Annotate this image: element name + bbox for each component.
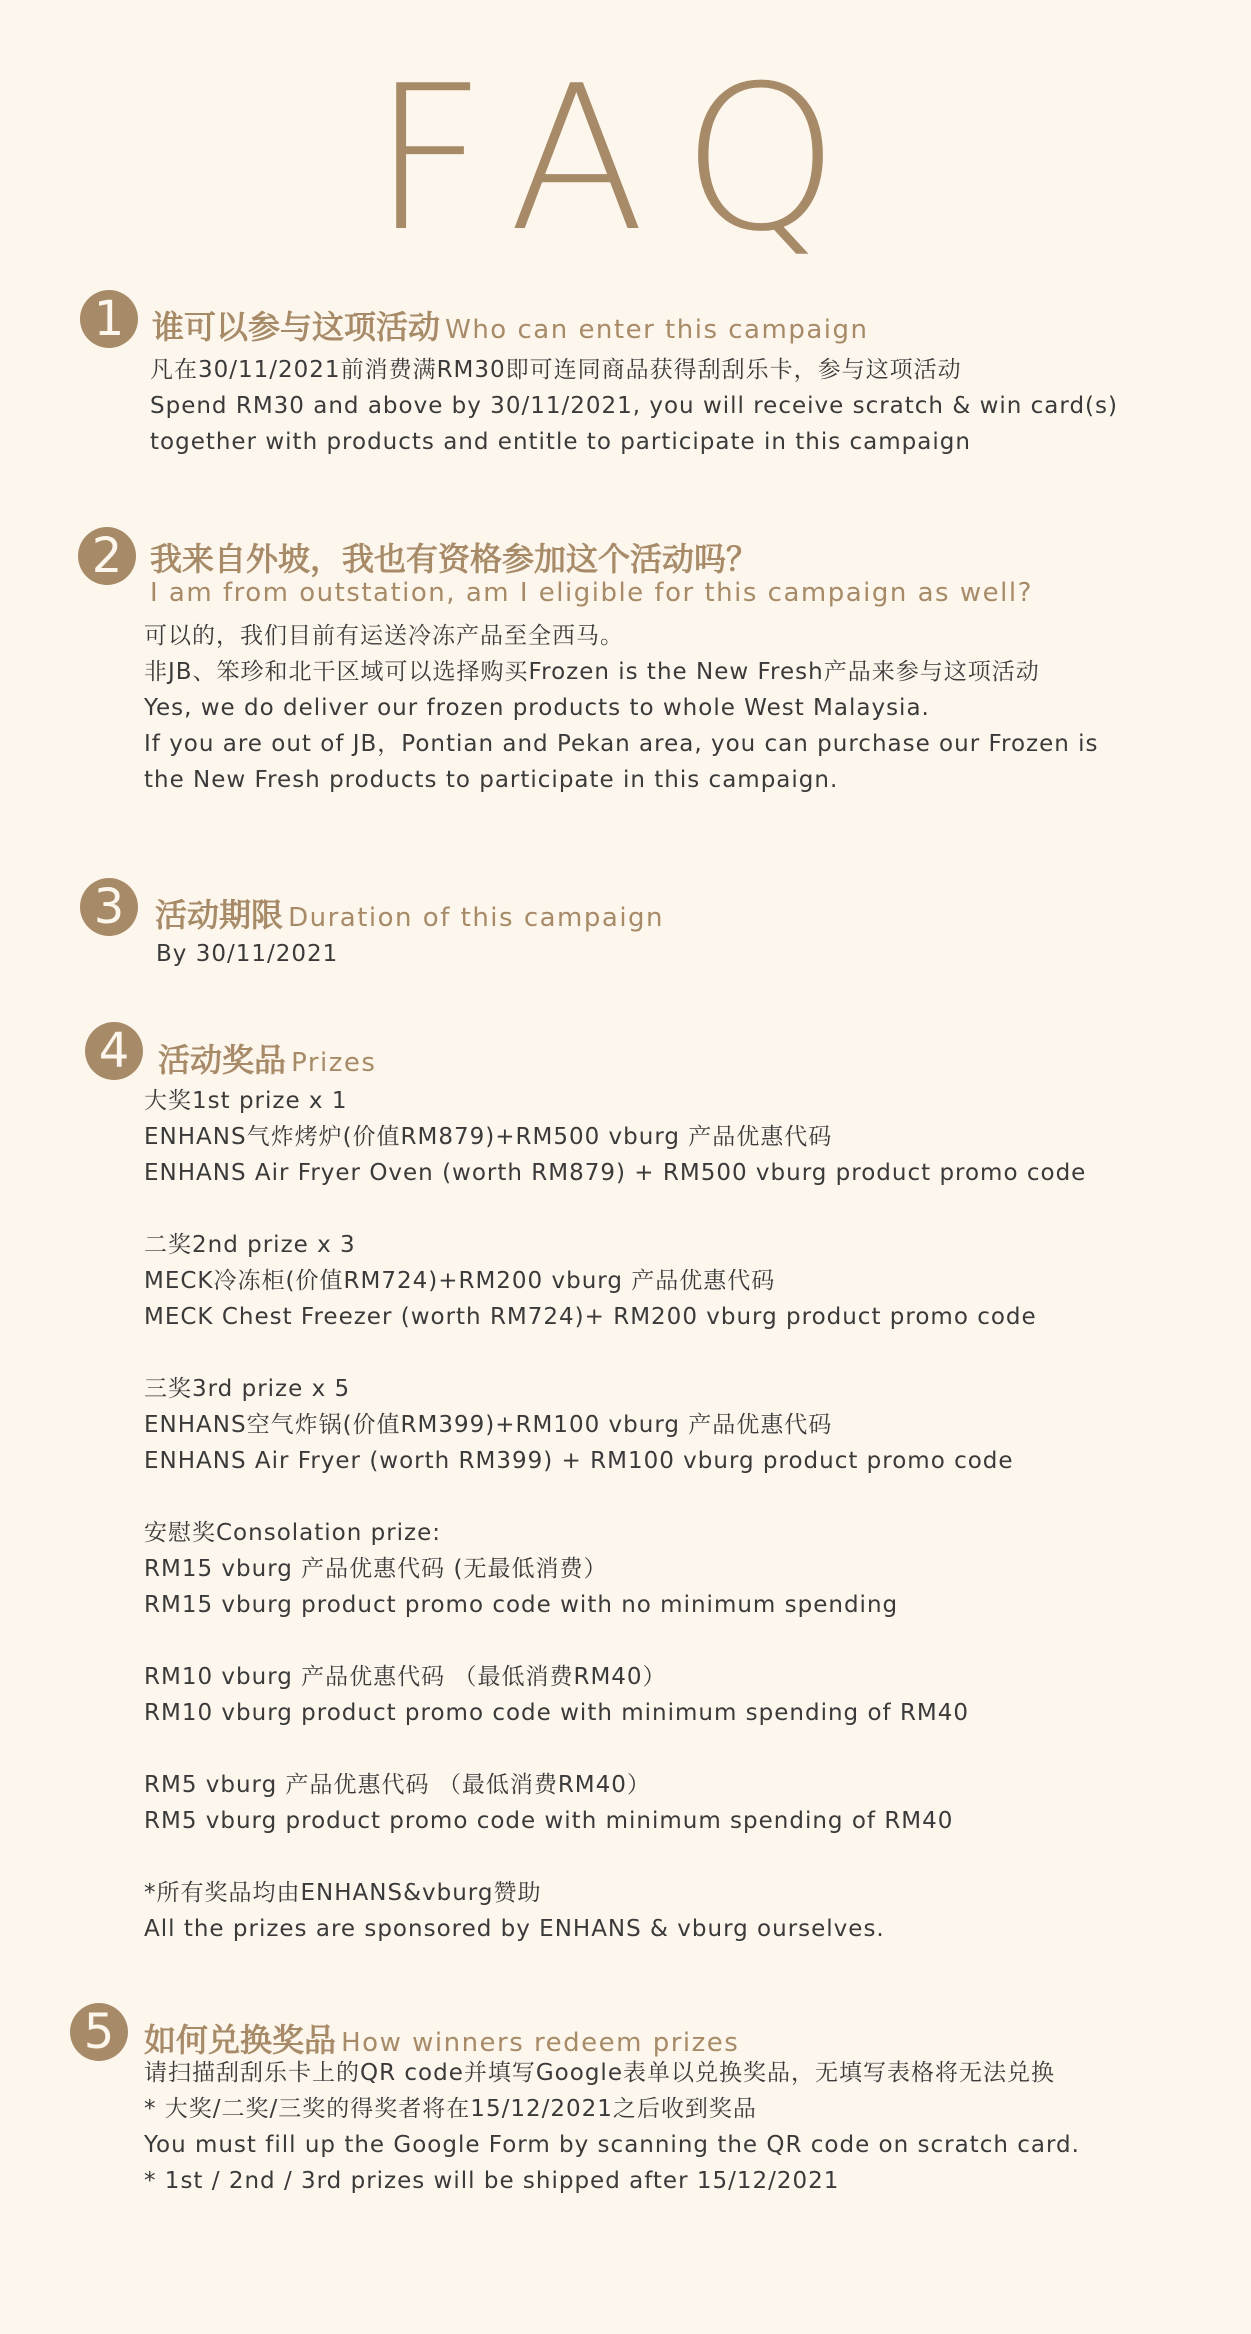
prize-line: ENHANS Air Fryer Oven (worth RM879) + RM500 vburg product promo code bbox=[144, 1160, 1087, 1186]
number-badge-4: 4 bbox=[85, 1022, 143, 1080]
prize-line: RM5 vburg product promo code with minimum spending of RM40 bbox=[144, 1808, 954, 1834]
answer-line: Spend RM30 and above by 30/11/2021, you will receive scratch & win card(s) bbox=[150, 393, 1118, 419]
prize-line: ENHANS气炸烤炉(价值RM879)+RM500 vburg 产品优惠代码 bbox=[144, 1124, 833, 1150]
question-zh: 我来自外坡，我也有资格参加这个活动吗？ bbox=[150, 540, 759, 578]
answer-line: * 大奖/二奖/三奖的得奖者将在15/12/2021之后收到奖品 bbox=[144, 2096, 757, 2122]
answer-line: Yes, we do deliver our frozen products to whole West Malaysia. bbox=[144, 695, 930, 721]
faq-question-3 bbox=[155, 890, 664, 936]
faq-question-2 bbox=[150, 534, 758, 580]
prize-line: 安慰奖Consolation prize: bbox=[144, 1520, 442, 1546]
answer-line: together with products and entitle to participate in this campaign bbox=[150, 429, 971, 455]
number-badge-2: 2 bbox=[78, 527, 136, 585]
prize-line: *所有奖品均由ENHANS&vburg赞助 bbox=[144, 1880, 542, 1906]
answer-line: If you are out of JB，Pontian and Pekan area, you can purchase our Frozen is bbox=[144, 731, 1099, 757]
prize-line: MECK Chest Freezer (worth RM724)+ RM200 vburg product promo code bbox=[144, 1304, 1037, 1330]
answer-line: 凡在30/11/2021前消费满RM30即可连同商品获得刮刮乐卡，参与这项活动 bbox=[150, 357, 962, 383]
prize-line: RM15 vburg product promo code with no minimum spending bbox=[144, 1592, 899, 1618]
faq-question-1 bbox=[152, 302, 868, 348]
faq-question-4 bbox=[158, 1035, 376, 1081]
question-en: I am from outstation, am I eligible for this campaign as well? bbox=[150, 578, 1033, 608]
prizes-list bbox=[144, 1083, 1086, 1947]
prize-line: 二奖2nd prize x 3 bbox=[144, 1232, 356, 1258]
faq-answer-3 bbox=[156, 936, 338, 972]
answer-line: 非JB、笨珍和北干区域可以选择购买Frozen is the New Fresh产品来参与这项活动 bbox=[144, 659, 1040, 685]
faq-answer-1 bbox=[150, 352, 1118, 460]
answer-line: * 1st / 2nd / 3rd prizes will be shipped after 15/12/2021 bbox=[144, 2168, 840, 2194]
question-zh: 活动期限 bbox=[155, 896, 284, 934]
number-badge-3: 3 bbox=[80, 878, 138, 936]
number-badge-1: 1 bbox=[80, 290, 138, 348]
faq-answer-2 bbox=[144, 618, 1099, 798]
answer-line: You must fill up the Google Form by scanning the QR code on scratch card. bbox=[144, 2132, 1080, 2158]
prize-line: ENHANS Air Fryer (worth RM399) + RM100 vburg product promo code bbox=[144, 1448, 1014, 1474]
question-en: Who can enter this campaign bbox=[445, 315, 869, 345]
prize-line: ENHANS空气炸锅(价值RM399)+RM100 vburg 产品优惠代码 bbox=[144, 1412, 833, 1438]
prize-line: RM5 vburg 产品优惠代码 （最低消费RM40） bbox=[144, 1772, 651, 1798]
faq-answer-5 bbox=[144, 2055, 1080, 2199]
prize-line: RM15 vburg 产品优惠代码 (无最低消费） bbox=[144, 1556, 608, 1582]
prize-line: RM10 vburg product promo code with minimum spending of RM40 bbox=[144, 1700, 970, 1726]
prize-line: All the prizes are sponsored by ENHANS & vburg ourselves. bbox=[144, 1916, 885, 1942]
question-en: Duration of this campaign bbox=[288, 903, 665, 933]
page-title: FAQ bbox=[371, 43, 880, 276]
prize-line: 三奖3rd prize x 5 bbox=[144, 1376, 351, 1402]
answer-line: 请扫描刮刮乐卡上的QR code并填写Google表单以兑换奖品，无填写表格将无法兑换 bbox=[144, 2060, 1055, 2086]
question-en: How winners redeem prizes bbox=[341, 2028, 740, 2058]
answer-line: the New Fresh products to participate in this campaign. bbox=[144, 767, 839, 793]
prize-line: RM10 vburg 产品优惠代码 （最低消费RM40） bbox=[144, 1664, 667, 1690]
question-zh: 活动奖品 bbox=[158, 1041, 287, 1079]
question-zh: 谁可以参与这项活动 bbox=[152, 308, 441, 346]
question-zh: 如何兑换奖品 bbox=[144, 2021, 337, 2059]
answer-line: By 30/11/2021 bbox=[156, 941, 339, 967]
number-badge-5: 5 bbox=[70, 2003, 128, 2061]
prize-line: MECK冷冻柜(价值RM724)+RM200 vburg 产品优惠代码 bbox=[144, 1268, 776, 1294]
prize-line: 大奖1st prize x 1 bbox=[144, 1088, 348, 1114]
answer-line: 可以的，我们目前有运送冷冻产品至全西马。 bbox=[144, 623, 624, 649]
question-en: Prizes bbox=[291, 1048, 377, 1078]
